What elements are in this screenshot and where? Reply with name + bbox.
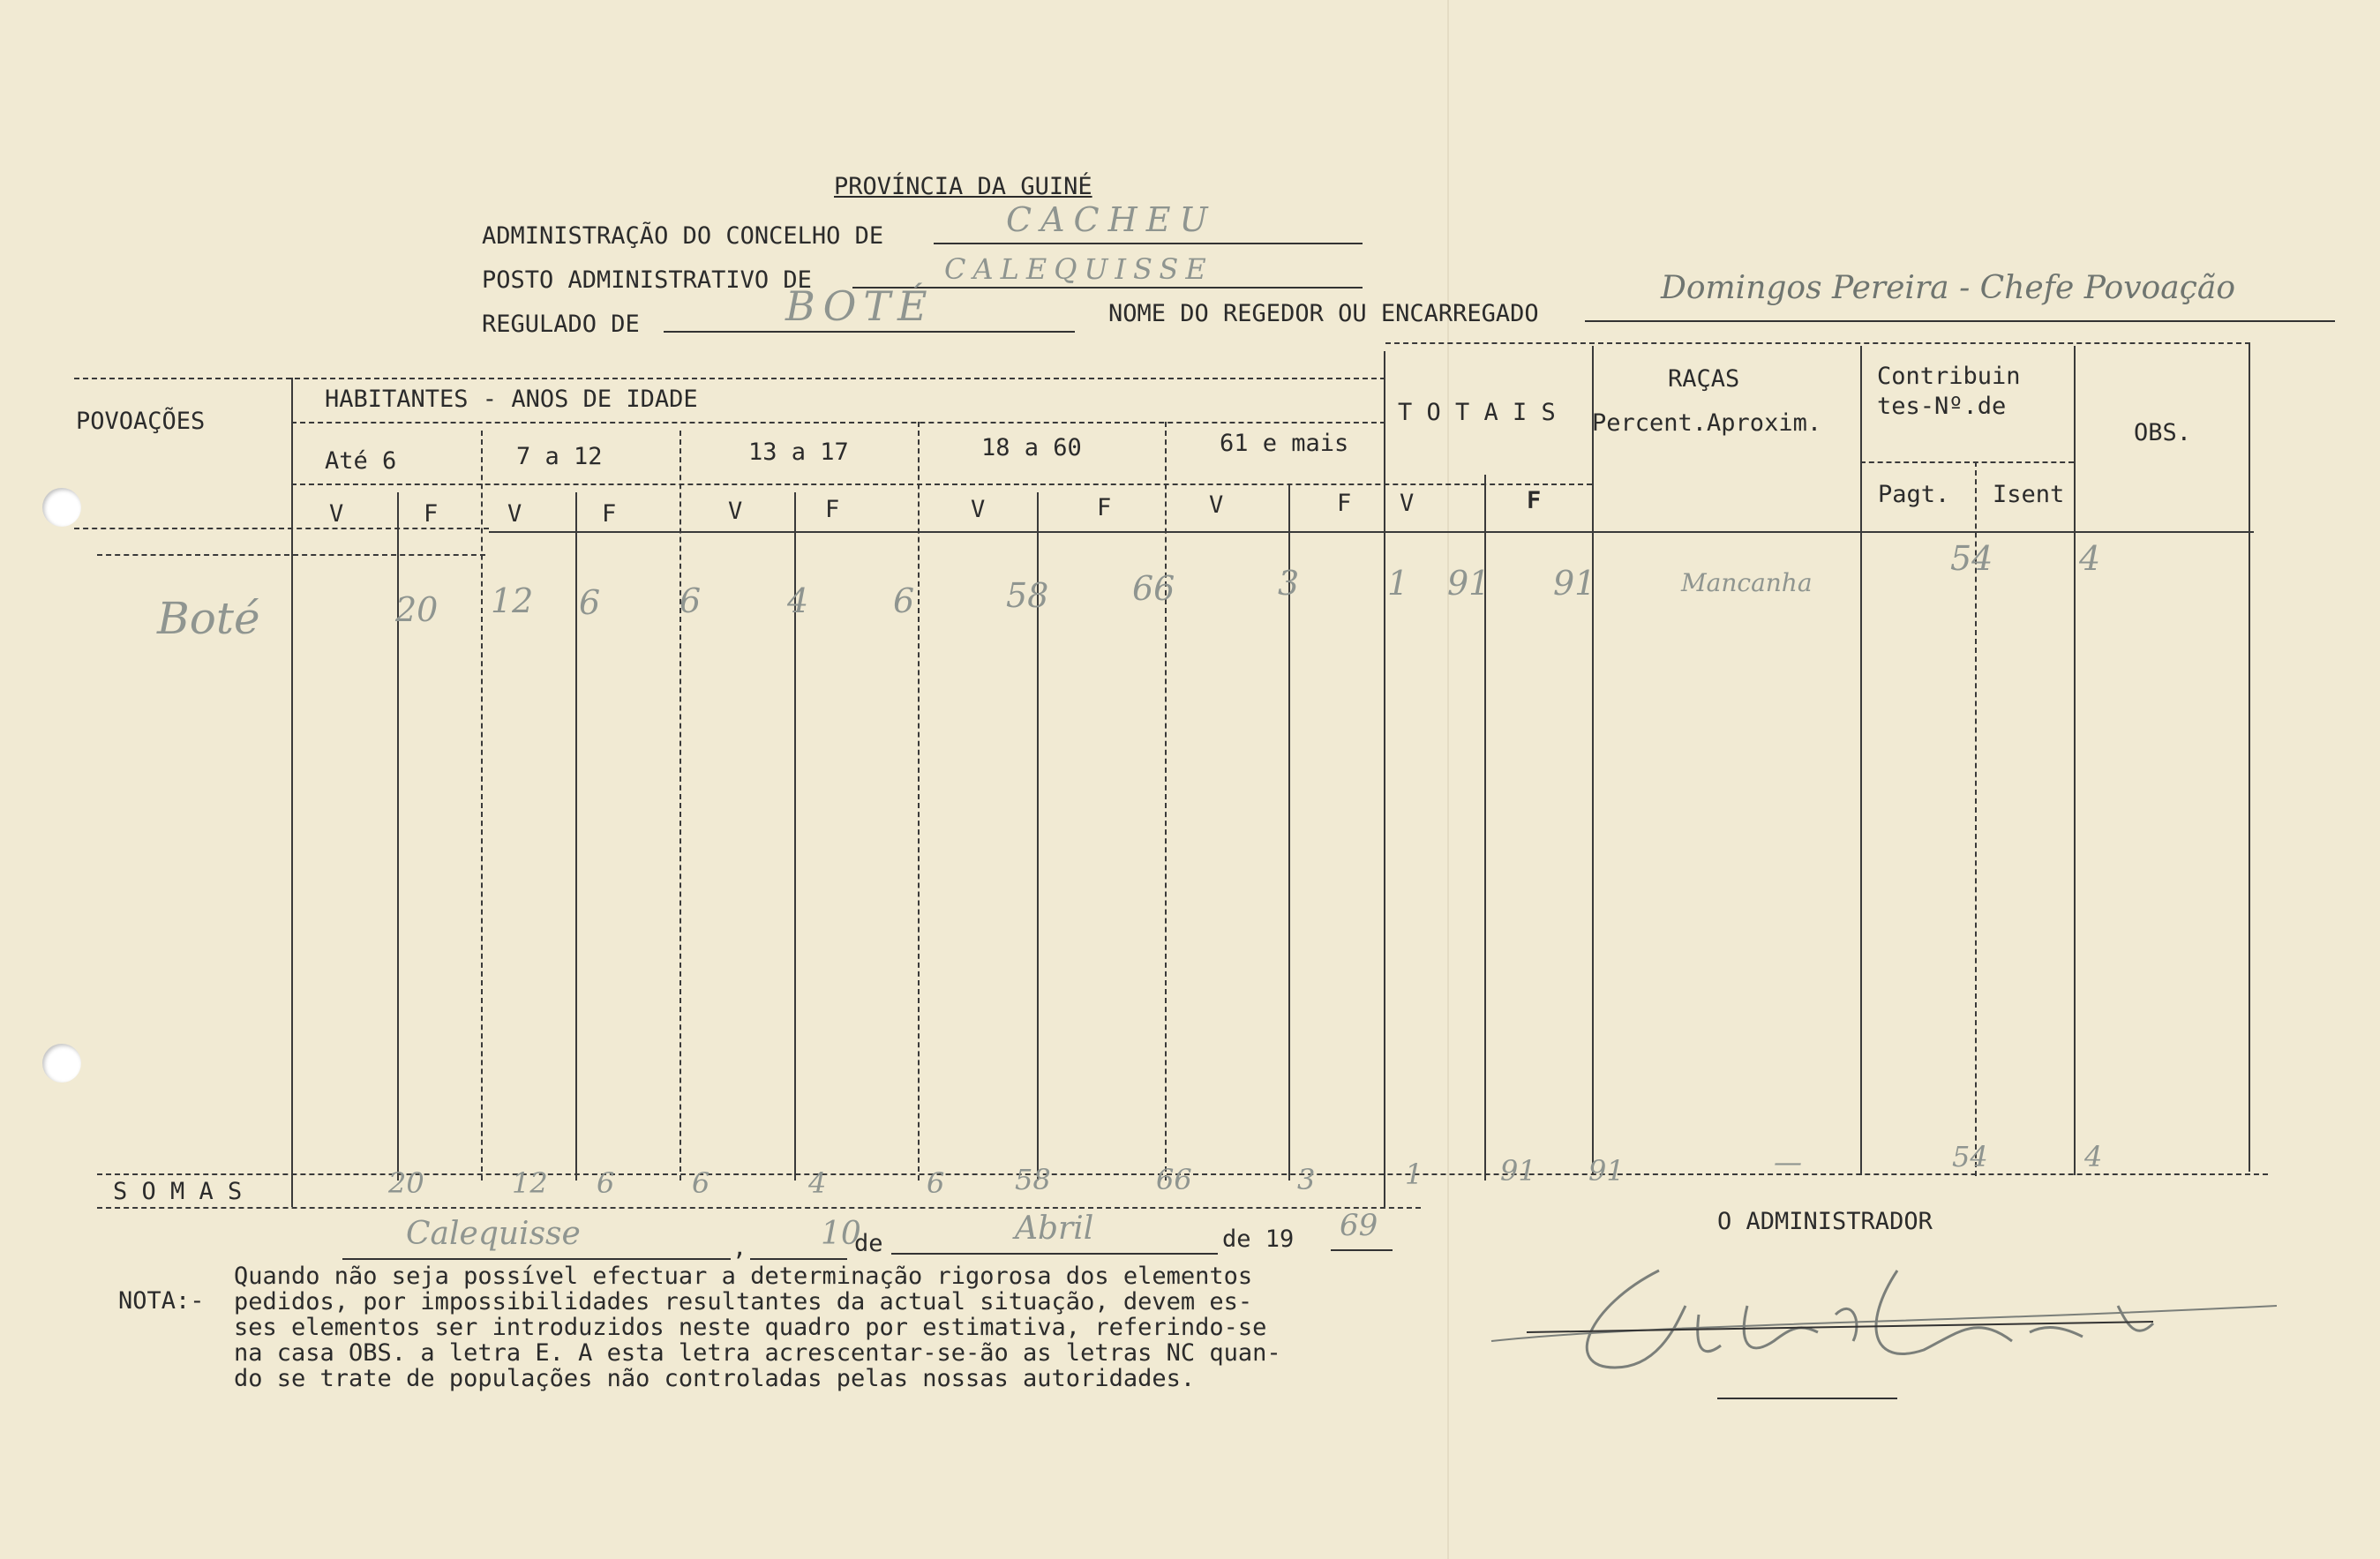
somas-obs: 4 — [2084, 1140, 2103, 1173]
header-bottom-right — [489, 531, 2254, 533]
nota-line-3: ses elementos ser introduzidos neste quadro por estimativa, referindo-se — [234, 1314, 1267, 1341]
regulado-line — [664, 331, 1075, 333]
nota-line-5: do se trate de populações não controladas pelas nossas autoridades. — [234, 1365, 1196, 1392]
row-val-ate6-v: 20 — [395, 590, 439, 629]
year-line — [1331, 1249, 1393, 1251]
administrador-signature — [1483, 1218, 2277, 1420]
totais-v: V — [1400, 490, 1415, 517]
somas-totais-v: 91 — [1500, 1154, 1536, 1188]
col-13a17-right — [918, 422, 920, 1180]
age-group-ate6: Até 6 — [325, 447, 397, 475]
row-val-7a12-v: 6 — [579, 583, 601, 622]
13a17-v: V — [728, 498, 743, 525]
somas-61mais-f: 1 — [1405, 1158, 1423, 1191]
61mais-v: V — [1209, 491, 1224, 519]
punch-hole-bottom — [42, 1044, 81, 1083]
regedor-value: Domingos Pereira - Chefe Povoação — [1661, 270, 2235, 306]
ate6-f: F — [424, 500, 439, 528]
row-val-13a17-v: 4 — [787, 581, 809, 620]
date-de-19: de 19 — [1222, 1225, 1295, 1253]
concelho-label: ADMINISTRAÇÃO DO CONCELHO DE — [482, 222, 884, 250]
row-val-totais-v: 91 — [1447, 564, 1490, 603]
row-val-18a60-v: 58 — [1006, 576, 1049, 615]
racas-header: RAÇAS — [1668, 365, 1740, 393]
col-7a12-right — [679, 431, 681, 1180]
61mais-f: F — [1337, 490, 1352, 517]
pagt-header: Pagt. — [1878, 481, 1950, 508]
day-line — [750, 1258, 847, 1260]
row-val-totais-f: 91 — [1553, 564, 1596, 603]
somas-ate6-v: 20 — [388, 1166, 424, 1200]
row-val-61mais-f: 1 — [1387, 564, 1409, 603]
comma: , — [732, 1234, 747, 1262]
habitantes-header: HABITANTES - ANOS DE IDADE — [325, 386, 698, 413]
row-pagt: 54 — [1950, 539, 1993, 578]
totais-header: T O T A I S — [1398, 399, 1556, 426]
col-totais-right — [1592, 346, 1594, 1175]
18a60-f: F — [1097, 494, 1112, 521]
month-line — [891, 1253, 1218, 1255]
racas-subheader: Percent.Aproxim. — [1592, 409, 1822, 437]
row-val-7a12-f: 6 — [679, 581, 702, 620]
regedor-line — [1585, 320, 2335, 322]
age-group-7a12: 7 a 12 — [516, 443, 603, 470]
date-place: Calequisse — [406, 1216, 581, 1252]
somas-ate6-f: 12 — [512, 1166, 548, 1200]
date-year: 69 — [1340, 1208, 1378, 1243]
date-day: 10 — [821, 1216, 861, 1252]
somas-pagt: 54 — [1952, 1140, 1988, 1173]
col-18a60-right — [1165, 422, 1167, 1180]
place-line — [342, 1258, 731, 1260]
regedor-label: NOME DO REGEDOR OU ENCARREGADO — [1108, 300, 1539, 327]
nota-line-4: na casa OBS. a letra E. A esta letra acrescentar-se-ão as letras NC quan- — [234, 1339, 1281, 1367]
nota-label: NOTA:- — [118, 1287, 205, 1315]
somas-totais-f: 91 — [1588, 1154, 1625, 1188]
punch-hole-top — [42, 488, 81, 527]
col-ate6-right — [481, 431, 483, 1180]
document-title: PROVÍNCIA DA GUINÉ — [834, 173, 1092, 200]
administrador-label: O ADMINISTRADOR — [1717, 1208, 1933, 1235]
somas-7a12-v: 6 — [597, 1166, 615, 1200]
age-group-61mais: 61 e mais — [1220, 430, 1349, 457]
somas-7a12-f: 6 — [692, 1166, 710, 1200]
posto-label: POSTO ADMINISTRATIVO DE — [482, 266, 812, 294]
somas-18a60-f: 66 — [1156, 1163, 1192, 1196]
table-top-right — [1385, 342, 2250, 344]
somas-label: S O M A S — [113, 1178, 243, 1205]
row-val-61mais-v: 3 — [1278, 564, 1300, 603]
table-right-edge — [2249, 342, 2250, 1172]
13a17-f: F — [825, 496, 840, 523]
col-contrib-right — [2074, 346, 2076, 1175]
habitantes-divider — [291, 422, 1385, 423]
7a12-v: V — [507, 500, 522, 528]
concelho-line — [934, 243, 1363, 244]
paper-fold — [1447, 0, 1449, 1559]
somas-raca: — — [1774, 1145, 1802, 1179]
povoacoes-header: POVOAÇÕES — [76, 408, 206, 435]
date-de-1: de — [854, 1230, 883, 1257]
contrib-header-2: tes-Nº.de — [1877, 393, 2007, 420]
row-val-18a60-f: 66 — [1132, 569, 1175, 608]
7a12-f: F — [602, 500, 617, 528]
isent-header: Isent — [1993, 481, 2065, 508]
somas-13a17-f: 6 — [927, 1166, 945, 1200]
age-divider — [291, 483, 1592, 485]
nota-line-2: pedidos, por impossibilidades resultantes da actual situação, devem es- — [234, 1288, 1253, 1315]
age-group-13a17: 13 a 17 — [748, 438, 849, 466]
obs-header: OBS. — [2134, 419, 2192, 446]
nota-line-1: Quando não seja possível efectuar a determinação rigorosa dos elementos — [234, 1263, 1253, 1290]
totais-f: F — [1527, 487, 1542, 514]
header-bottom-left — [74, 528, 489, 529]
somas-18a60-v: 58 — [1015, 1163, 1051, 1196]
date-month: Abril — [1015, 1210, 1094, 1247]
contrib-header-1: Contribuin — [1877, 363, 2021, 390]
age-group-18a60: 18 a 60 — [981, 434, 1082, 461]
posto-value: CALEQUISSE — [944, 252, 1213, 286]
somas-13a17-v: 4 — [808, 1166, 827, 1200]
somas-bottom-line — [97, 1207, 1421, 1209]
col-povoacoes-right — [291, 378, 293, 1207]
ate6-v: V — [329, 500, 344, 528]
table-top-left — [74, 378, 1385, 379]
row-val-ate6-f: 12 — [491, 581, 534, 620]
concelho-value: CACHEU — [1006, 200, 1217, 239]
somas-61mais-v: 3 — [1297, 1163, 1316, 1196]
regulado-label: REGULADO DE — [482, 311, 640, 338]
regulado-value: BOTÉ — [785, 282, 935, 330]
col-racas-right — [1860, 346, 1862, 1175]
row-obs: 4 — [2079, 539, 2101, 578]
row-povoacao: Boté — [157, 593, 260, 644]
row-raca: Mancanha — [1681, 568, 1813, 597]
18a60-v: V — [971, 496, 986, 523]
contrib-divider — [1860, 461, 2074, 463]
col-habitantes-right — [1384, 351, 1385, 1207]
row-val-13a17-f: 6 — [893, 581, 915, 620]
7a12-vf-divider — [575, 492, 577, 1180]
